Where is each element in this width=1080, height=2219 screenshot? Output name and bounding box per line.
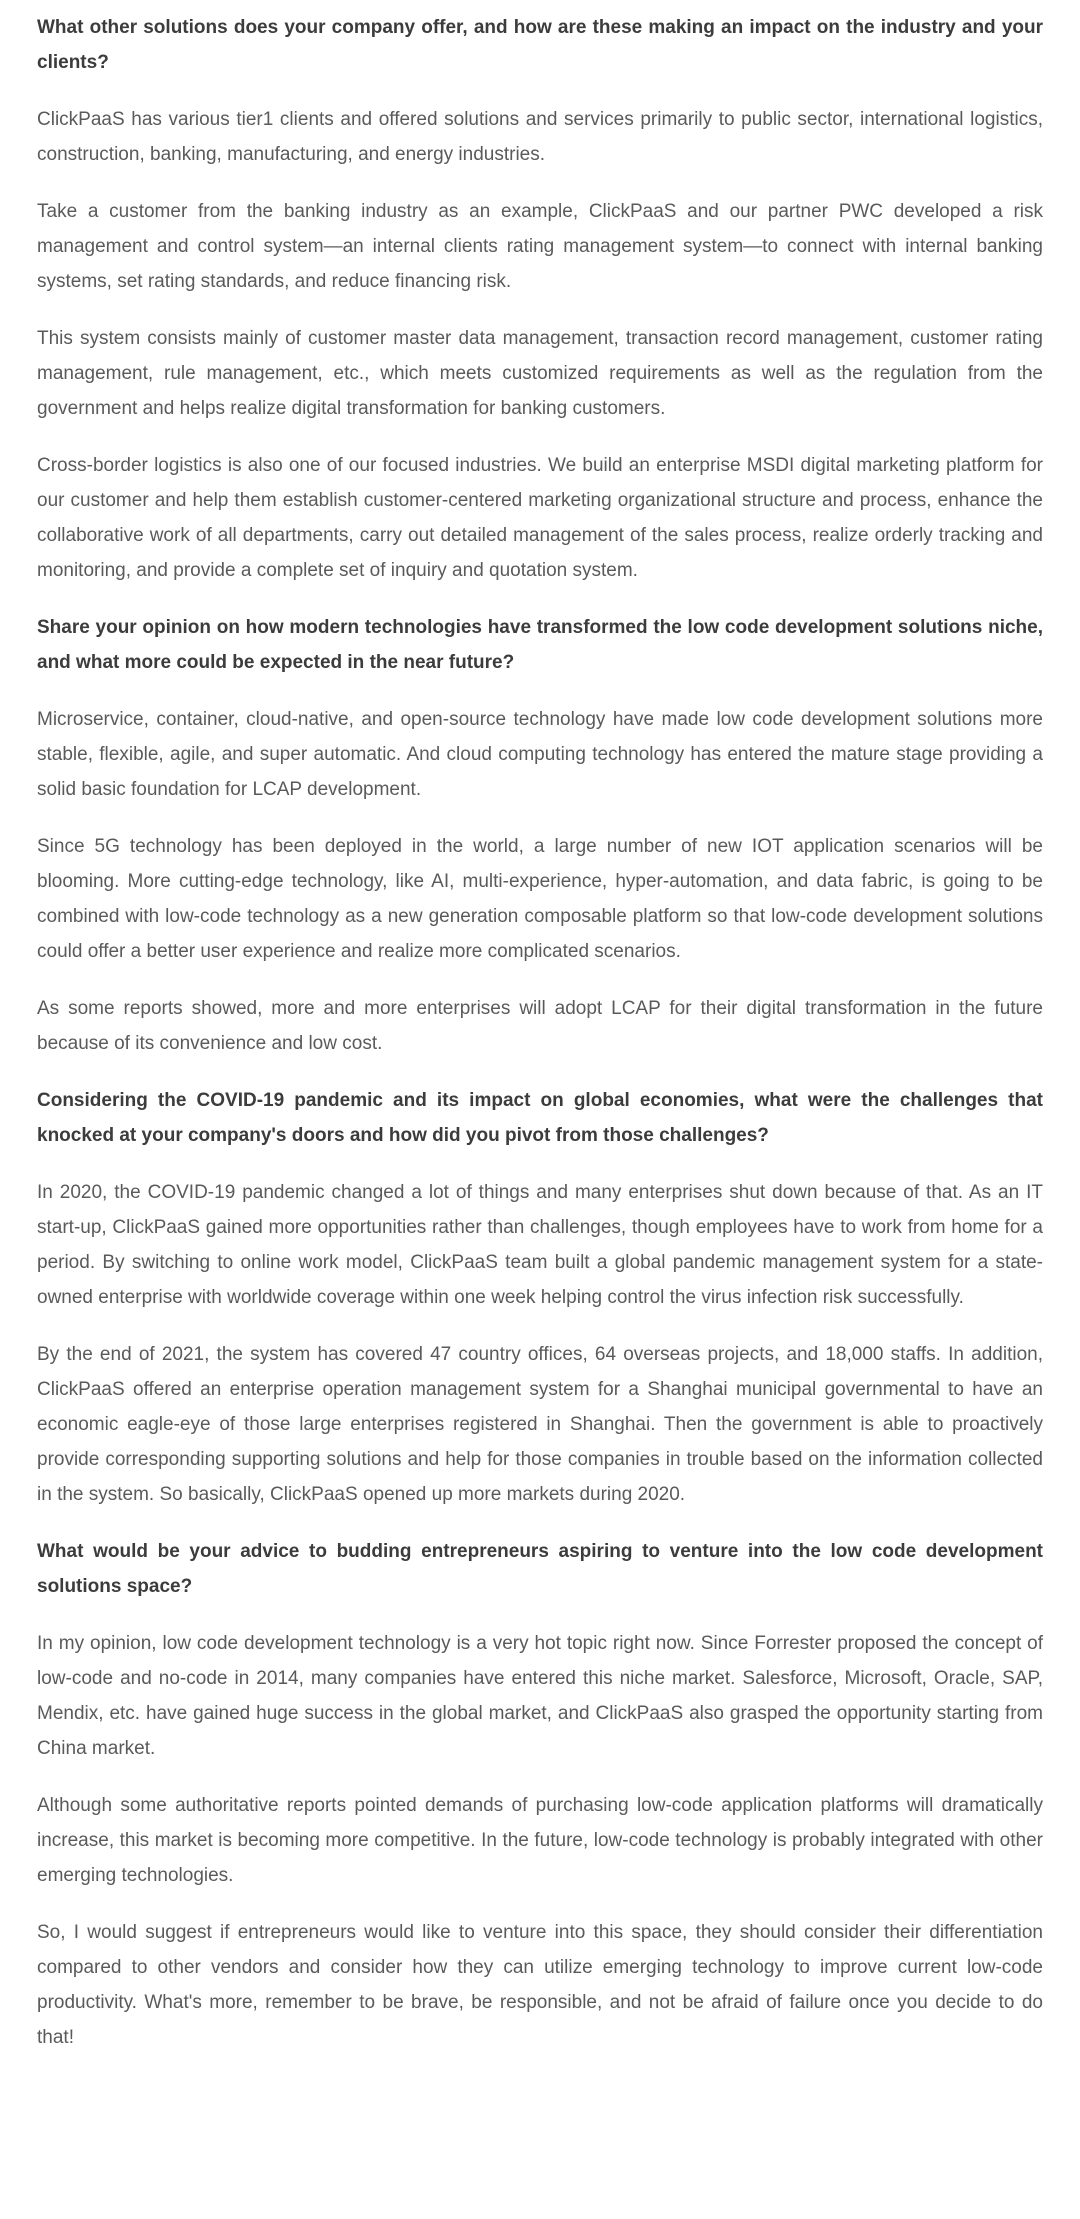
answer-paragraph: Since 5G technology has been deployed in the world, a large number of new IOT application scenarios will be blooming. More cutting-edge technology, like AI, multi-experience, hyper-automation, and data fabric, is going to be combined with low-code technology as a new generation composable platform so that low-code development solutions could offer a better user experience and realize more complicated scenarios. xyxy=(37,836,1043,962)
answer-paragraph: So, I would suggest if entrepreneurs would like to venture into this space, they should consider their differentiation compared to other vendors and consider how they can utilize emerging technology to improve current low-code productivity. What's more, remember to be brave, be responsible, and not be afraid of failure once you decide to do that! xyxy=(37,1922,1043,2048)
answer-paragraph: This system consists mainly of customer master data management, transaction record management, customer rating management, rule management, etc., which meets customized requirements as well as the regulation from the government and helps realize digital transformation for banking customers. xyxy=(37,328,1043,419)
question-heading: Share your opinion on how modern technologies have transformed the low code development solutions niche, and what more could be expected in the near future? xyxy=(37,617,1043,673)
answer-paragraph: Take a customer from the banking industry as an example, ClickPaaS and our partner PWC developed a risk management and control system—an internal clients rating management system—to connect with internal banking systems, set rating standards, and reduce financing risk. xyxy=(37,201,1043,292)
answer-paragraph: As some reports showed, more and more enterprises will adopt LCAP for their digital transformation in the future because of its convenience and low cost. xyxy=(37,998,1043,1054)
answer-paragraph: ClickPaaS has various tier1 clients and offered solutions and services primarily to public sector, international logistics, construction, banking, manufacturing, and energy industries. xyxy=(37,109,1043,165)
question-heading: What other solutions does your company offer, and how are these making an impact on the industry and your clients? xyxy=(37,17,1043,73)
answer-paragraph: In 2020, the COVID-19 pandemic changed a lot of things and many enterprises shut down because of that. As an IT start-up, ClickPaaS gained more opportunities rather than challenges, though employees have to work from home for a period. By switching to online work model, ClickPaaS team built a global pandemic management system for a state-owned enterprise with worldwide coverage within one week helping control the virus infection risk successfully. xyxy=(37,1182,1043,1308)
question-heading: Considering the COVID-19 pandemic and its impact on global economies, what were the challenges that knocked at your company's doors and how did you pivot from those challenges? xyxy=(37,1090,1043,1146)
answer-paragraph: Cross-border logistics is also one of our focused industries. We build an enterprise MSDI digital marketing platform for our customer and help them establish customer-centered marketing organizational structure and process, enhance the collaborative work of all departments, carry out detailed management of the sales process, realize orderly tracking and monitoring, and provide a complete set of inquiry and quotation system. xyxy=(37,455,1043,581)
answer-paragraph: Although some authoritative reports pointed demands of purchasing low-code application platforms will dramatically increase, this market is becoming more competitive. In the future, low-code technology is probably integrated with other emerging technologies. xyxy=(37,1795,1043,1886)
answer-paragraph: In my opinion, low code development technology is a very hot topic right now. Since Forrester proposed the concept of low-code and no-code in 2014, many companies have entered this niche market. Salesforce, Microsoft, Oracle, SAP, Mendix, etc. have gained huge success in the global market, and ClickPaaS also grasped the opportunity starting from China market. xyxy=(37,1633,1043,1759)
answer-paragraph: By the end of 2021, the system has covered 47 country offices, 64 overseas projects, and 18,000 staffs. In addition, ClickPaaS offered an enterprise operation management system for a Shanghai municipal governmental to have an economic eagle-eye of those large enterprises registered in Shanghai. Then the government is able to proactively provide corresponding supporting solutions and help for those companies in trouble based on the information collected in the system. So basically, ClickPaaS opened up more markets during 2020. xyxy=(37,1344,1043,1505)
answer-paragraph: Microservice, container, cloud-native, and open-source technology have made low code development solutions more stable, flexible, agile, and super automatic. And cloud computing technology has entered the mature stage providing a solid basic foundation for LCAP development. xyxy=(37,709,1043,800)
question-heading: What would be your advice to budding entrepreneurs aspiring to venture into the low code development solutions space? xyxy=(37,1541,1043,1597)
